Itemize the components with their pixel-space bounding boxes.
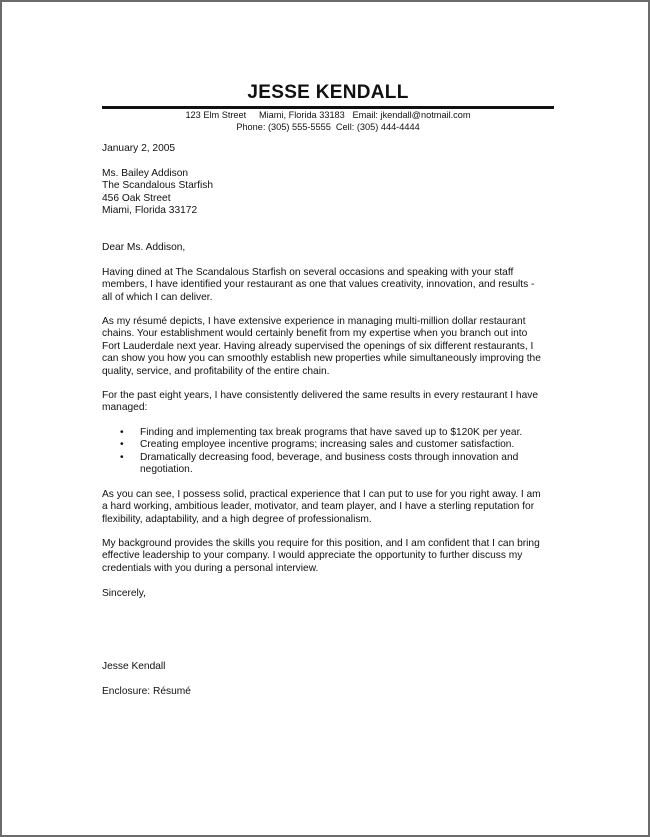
paragraph-line: Having dined at The Scandalous Starfish on several occasions and speaking with your staff — [102, 267, 514, 278]
letter-date: January 2, 2005 — [102, 143, 176, 154]
paragraph-line: can show you how you can smoothly establish new properties while simultaneously improving the — [102, 353, 541, 365]
bullet-icon: • — [120, 427, 124, 438]
paragraph-line: all of which I can deliver. — [102, 291, 213, 303]
sender-city: Miami, Florida 33183 — [258, 110, 345, 120]
header-divider — [102, 106, 554, 109]
paragraph-line: As you can see, I possess solid, practical experience that I can put to use for you right away. I am — [102, 489, 541, 500]
achievements-list — [120, 427, 550, 477]
bullet-icon: • — [120, 451, 124, 463]
paragraph-3 — [102, 390, 554, 415]
salutation: Dear Ms. Addison, — [102, 242, 186, 253]
recipient-address — [102, 168, 554, 218]
paragraph-line: credentials with you during a personal interview. — [102, 562, 319, 574]
recipient-street: 456 Oak Street — [102, 192, 171, 204]
sender-contact — [102, 110, 554, 133]
paragraph-line: effective leadership to your company. I would appreciate the opportunity to further discuss my — [102, 550, 523, 562]
paragraph-line: a hard working, ambitious leader, motivator, and team player, and I have a sterling reputation for — [102, 501, 535, 513]
paragraph-1 — [102, 267, 554, 304]
bullet-icon: • — [120, 439, 124, 451]
paragraph-line: As my résumé depicts, I have extensive experience in managing multi-million dollar restaurant — [102, 316, 526, 327]
paragraph-line: members, I have identified your restaurant as one that values creativity, innovation, and results - — [102, 279, 535, 291]
enclosure-note: Enclosure: Résumé — [102, 686, 191, 697]
paragraph-line: My background provides the skills you require for this position, and I am confident that I can bring — [102, 538, 540, 549]
sender-email: Email: jkendall@notmail.com — [352, 110, 471, 120]
sender-phone: Phone: (305) 555-5555 — [236, 121, 331, 132]
paragraph-5 — [102, 538, 554, 575]
closing: Sincerely, — [102, 588, 146, 599]
recipient-company: The Scandalous Starfish — [102, 180, 213, 192]
list-item-text: negotiation. — [140, 464, 193, 476]
list-item-text: Dramatically decreasing food, beverage, and business costs through innovation and — [140, 451, 519, 463]
contact-line-2 — [102, 122, 554, 134]
sender-cell: Cell: (305) 444-4444 — [335, 121, 420, 132]
paragraph-4 — [102, 489, 554, 526]
list-item-text: Finding and implementing tax break programs that have saved up to $120K per year. — [140, 427, 523, 438]
list-item — [120, 439, 550, 451]
list-item — [120, 452, 550, 477]
signature-name: Jesse Kendall — [102, 661, 166, 672]
paragraph-2 — [102, 316, 554, 378]
contact-line-1 — [102, 110, 554, 122]
paragraph-line: Fort Lauderdale next year. Having already supervised the openings of six different restaurants, I — [102, 340, 534, 352]
paragraph-line: chains. Your establishment would certainly benefit from my expertise when you branch out into — [102, 328, 528, 340]
sender-street: 123 Elm Street — [185, 110, 247, 120]
paragraph-line: managed: — [102, 402, 148, 414]
paragraph-line: flexibility, adaptability, and a high degree of professionalism. — [102, 513, 372, 525]
recipient-city: Miami, Florida 33172 — [102, 205, 198, 217]
list-item — [120, 427, 550, 439]
sender-name: JESSE KENDALL — [247, 82, 409, 103]
paragraph-line: For the past eight years, I have consistently delivered the same results in every restaurant I have — [102, 390, 539, 401]
paragraph-line: quality, service, and profitability of the entire chain. — [102, 365, 330, 377]
list-item-text: Creating employee incentive programs; increasing sales and customer satisfaction. — [140, 439, 515, 451]
recipient-name: Ms. Bailey Addison — [102, 168, 189, 179]
